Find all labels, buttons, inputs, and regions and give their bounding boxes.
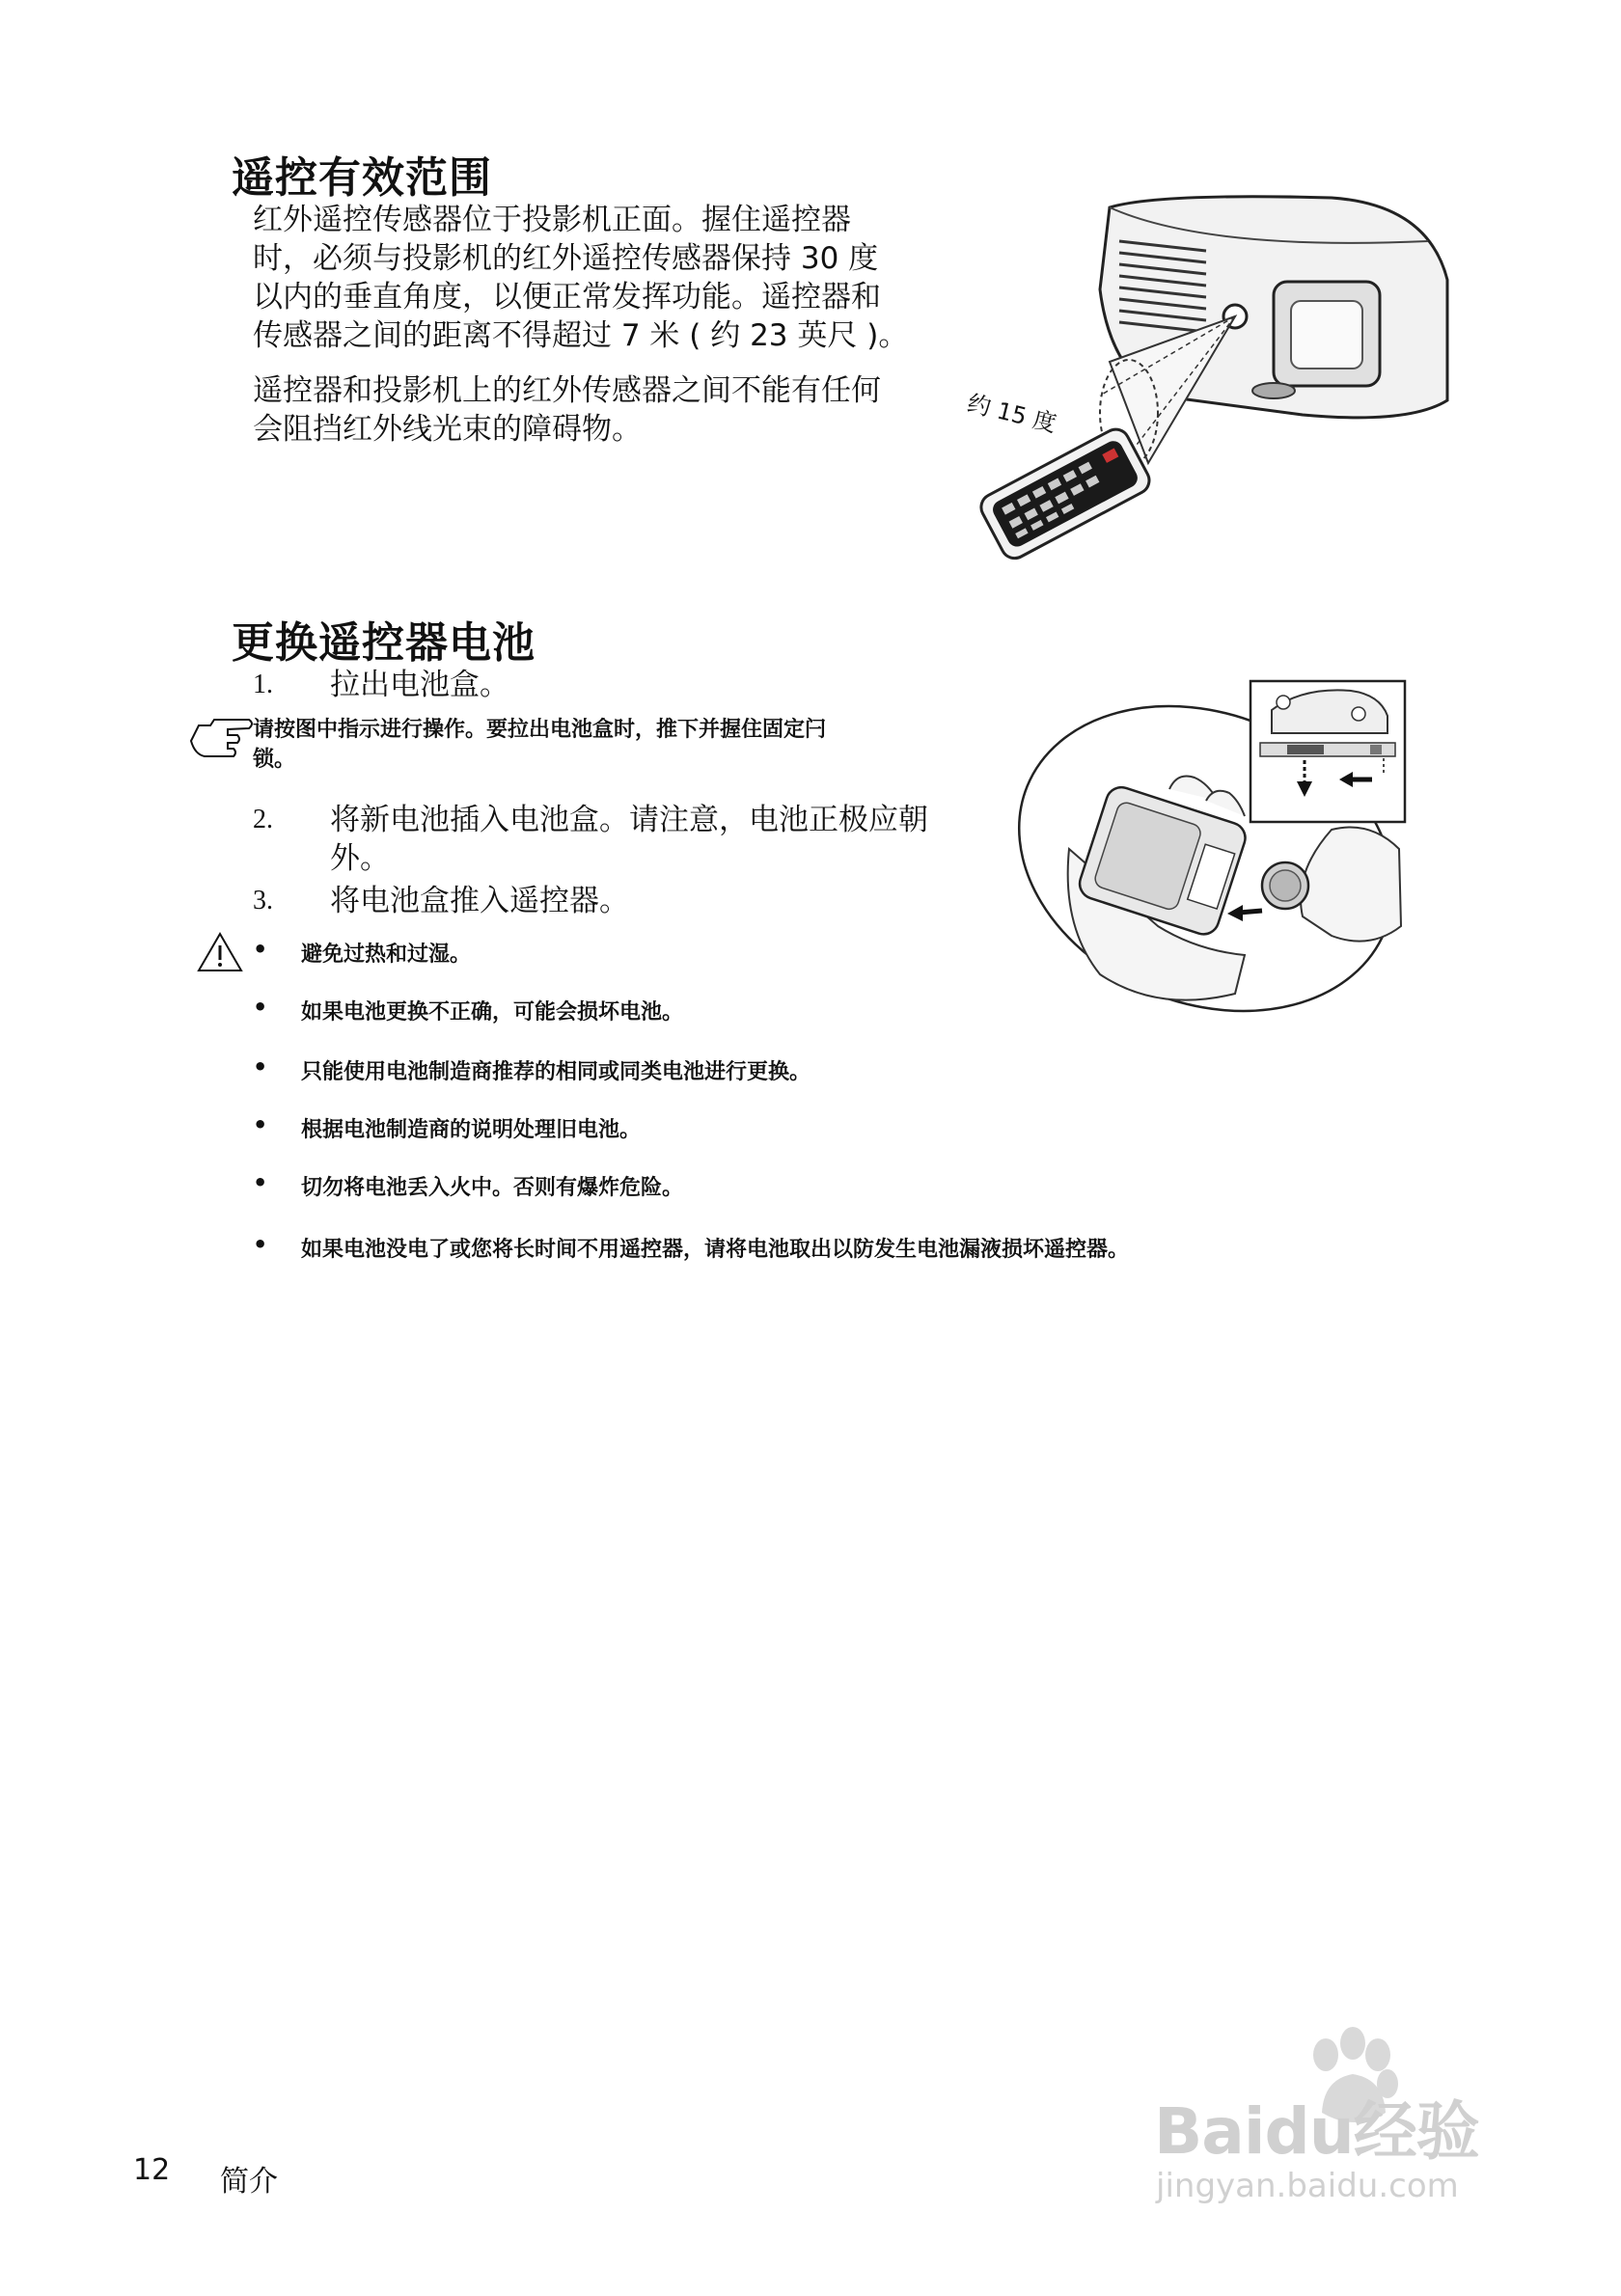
text-line: 时，必须与投影机的红外遥控传感器保持 30 度 (253, 241, 879, 276)
text-line: 传感器之间的距离不得超过 7 米 ( 约 23 英尺 )。 (253, 318, 909, 353)
text-line: 以内的垂直角度，以便正常发挥功能。遥控器和 (253, 280, 881, 314)
page-number: 12 (133, 2153, 171, 2187)
warning-item: 如果电池更换不正确，可能会损坏电池。 (301, 1000, 684, 1025)
angle-label: 约 15 度 (964, 389, 1059, 438)
step-1-number: 1. (253, 670, 273, 699)
section-title-replace-battery: 更换遥控器电池 (232, 618, 536, 668)
bullet: • (253, 936, 268, 963)
section-title-remote-range: 遥控有效范围 (232, 153, 492, 203)
bullet: • (253, 994, 268, 1021)
text-line: 锁。 (253, 748, 296, 772)
warning-item: 根据电池制造商的说明处理旧电池。 (301, 1118, 642, 1142)
text-line: 请按图中指示进行操作。要拉出电池盒时，推下并握住固定闩 (253, 718, 827, 742)
step-3-text: 将电池盒推入遥控器。 (330, 884, 629, 918)
bullet: • (253, 1169, 268, 1196)
warning-item: 只能使用电池制造商推荐的相同或同类电池进行更换。 (301, 1060, 811, 1084)
warning-item: 如果电池没电了或您将长时间不用遥控器，请将电池取出以防发生电池漏液损坏遥控器。 (301, 1238, 1130, 1262)
watermark-brand: Baidu经验 (1154, 2094, 1479, 2169)
bullet: • (253, 1053, 268, 1080)
watermark-url: jingyan.baidu.com (1156, 2167, 1459, 2205)
bullet: • (253, 1111, 268, 1138)
step-3-number: 3. (253, 886, 273, 916)
step-1-text: 拉出电池盒。 (330, 668, 509, 702)
footer-section-title: 简介 (220, 2165, 278, 2199)
bullet: • (253, 1231, 268, 1258)
warning-item: 避免过热和过湿。 (301, 943, 472, 967)
warning-item: 切勿将电池丢入火中。否则有爆炸危险。 (301, 1176, 684, 1200)
text-line: 外。 (330, 841, 390, 876)
text-line: 红外遥控传感器位于投影机正面。握住遥控器 (253, 203, 851, 237)
text-line: 将新电池插入电池盒。请注意，电池正极应朝 (330, 803, 928, 837)
text-line: 会阻挡红外线光束的障碍物。 (253, 412, 642, 447)
step-2-number: 2. (253, 805, 273, 834)
text-line: 遥控器和投影机上的红外传感器之间不能有任何 (253, 373, 881, 408)
